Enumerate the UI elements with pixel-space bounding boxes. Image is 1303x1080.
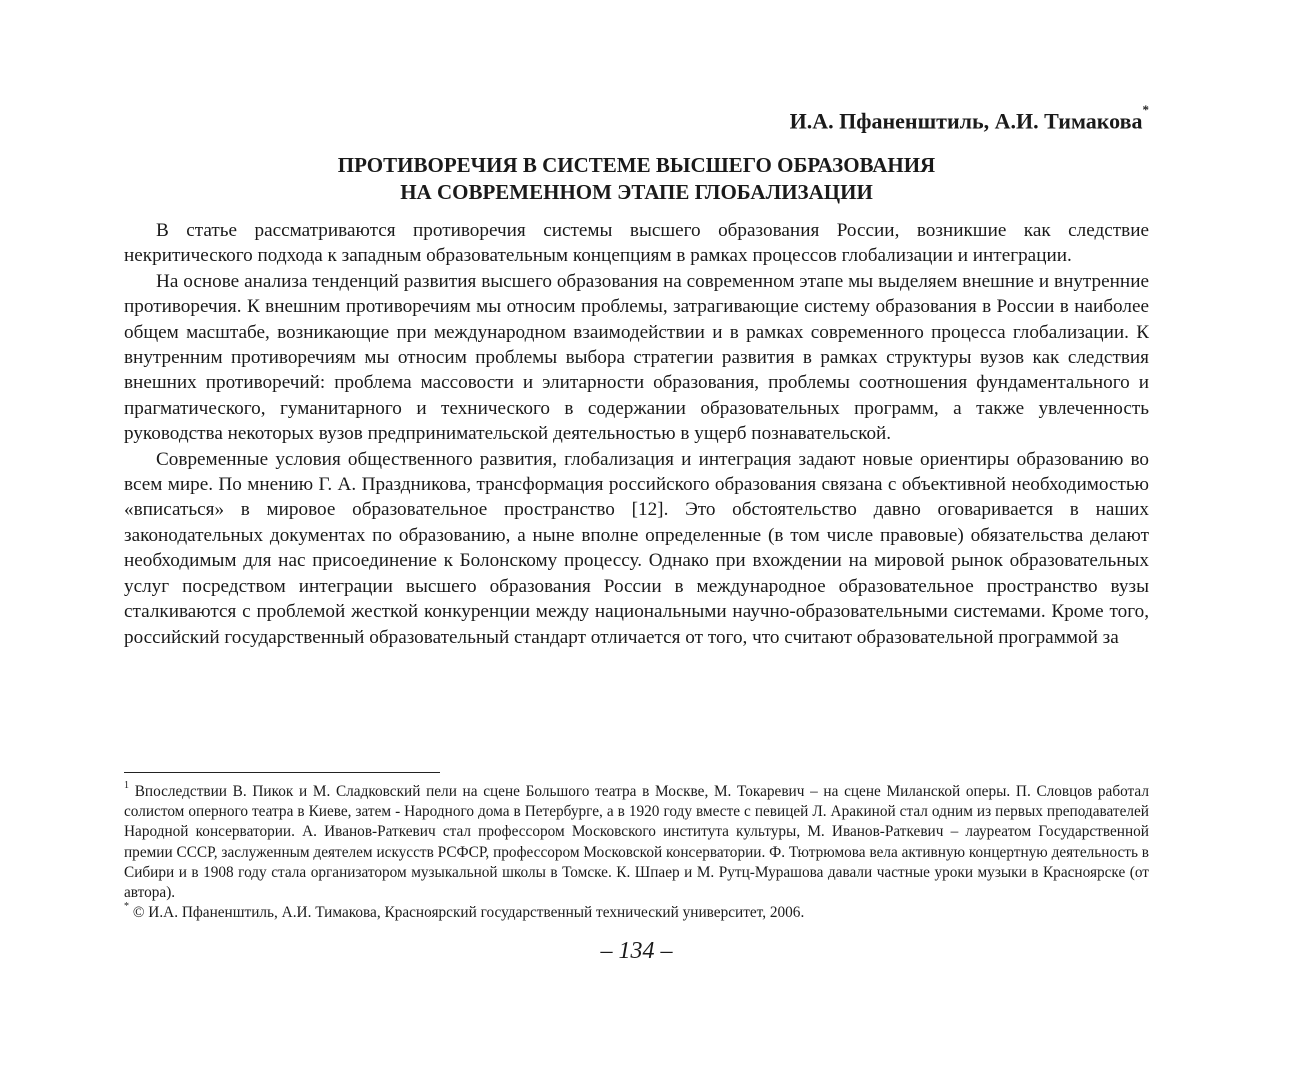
article-title [124, 152, 1149, 206]
footnote-1-mark: 1 [124, 779, 129, 791]
page-number: – 134 – [600, 938, 673, 964]
authors-line [789, 102, 1149, 134]
authors-footnote-mark: * [1142, 102, 1149, 117]
authors-names: И.А. Пфаненштиль, А.И. Тимакова [789, 108, 1143, 134]
article-title-line-1: ПРОТИВОРЕЧИЯ В СИСТЕМЕ ВЫСШЕГО ОБРАЗОВАНИЯ [337, 153, 936, 177]
footnote-divider [124, 772, 440, 773]
paragraph-contradictions: На основе анализа тенденций развития высшего образования на современном этапе мы выделяем внешние и внутренние противоречия. К внешним противоречиям мы относим проблемы, затрагивающие систему образования в России в наиболее общем масштабе, возникающие при международном взаимодействии и в рамках современного процесса глобализации. К внутренним противоречиям мы относим проблемы выбора стратегии развития в рамках структуры вузов как следствия внешних противоречий: проблема массовости и элитарности образования, проблемы соотношения фундаментального и прагматического, гуманитарного и технического в содержании образовательных программ, а также увлеченность руководства некоторых вузов предпринимательской деятельностью в ущерб познавательской. [124, 270, 1149, 445]
footnote-2-text: © И.А. Пфаненштиль, А.И. Тимакова, Красноярский государственный технический университет, 2006. [129, 904, 805, 922]
article-body [124, 218, 1149, 650]
paragraph-abstract: В статье рассматриваются противоречия системы высшего образования России, возникшие как следствие некритического подхода к западным образовательным концепциям в рамках процессов глобализации и интеграции. [124, 220, 1149, 267]
article-title-line-2: НА СОВРЕМЕННОМ ЭТАПЕ ГЛОБАЛИЗАЦИИ [400, 180, 873, 204]
footnote-2 [124, 903, 1149, 923]
footnote-1-text: Впоследствии В. Пикок и М. Сладковский пели на сцене Большого театра в Москве, М. Токаревич – на сцене Миланской оперы. П. Словцов работал солистом оперного театра в Киеве, затем - Народного дома в Петербурге, а в 1920 году вместе с певицей Л. Аракиной стал одним из первых преподавателей Народной консерватории. А. Иванов-Раткевич стал профессором Московского института культуры, М. Иванов-Раткевич – лауреатом Государственной премии СССР, заслуженным деятелем искусств РСФСР, профессором Московской консерватории. Ф. Тютрюмова вела активную концертную деятельность в Сибири и в 1908 году стала организатором музыкальной школы в Томске. К. Шпаер и М. Рутц-Мурашова давали частные уроки музыки в Красноярске (от автора). [124, 783, 1149, 902]
footnote-1 [124, 779, 1149, 903]
footnotes [124, 779, 1149, 923]
footnote-2-mark: * [124, 901, 129, 913]
paragraph-globalization: Современные условия общественного развития, глобализация и интеграция задают новые ориентиры образованию во всем мире. По мнению Г. А. Праздникова, трансформация российского образования связана с объективной необходимостью «вписаться» в мировое образовательное пространство [12]. Это обстоятельство давно оговаривается в наших законодательных документах по образованию, а ныне вполне определенные (в том числе правовые) обязательства делают необходимым для нас присоединение к Болонскому процессу. Однако при вхождении на мировой рынок образовательных услуг посредством интеграции высшего образования России в международное образовательное пространство вузы сталкиваются с проблемой жесткой конкуренции между национальными научно-образовательными системами. Кроме того, российский государственный образовательный стандарт отличается от того, что считают образовательной программой за [124, 448, 1149, 648]
